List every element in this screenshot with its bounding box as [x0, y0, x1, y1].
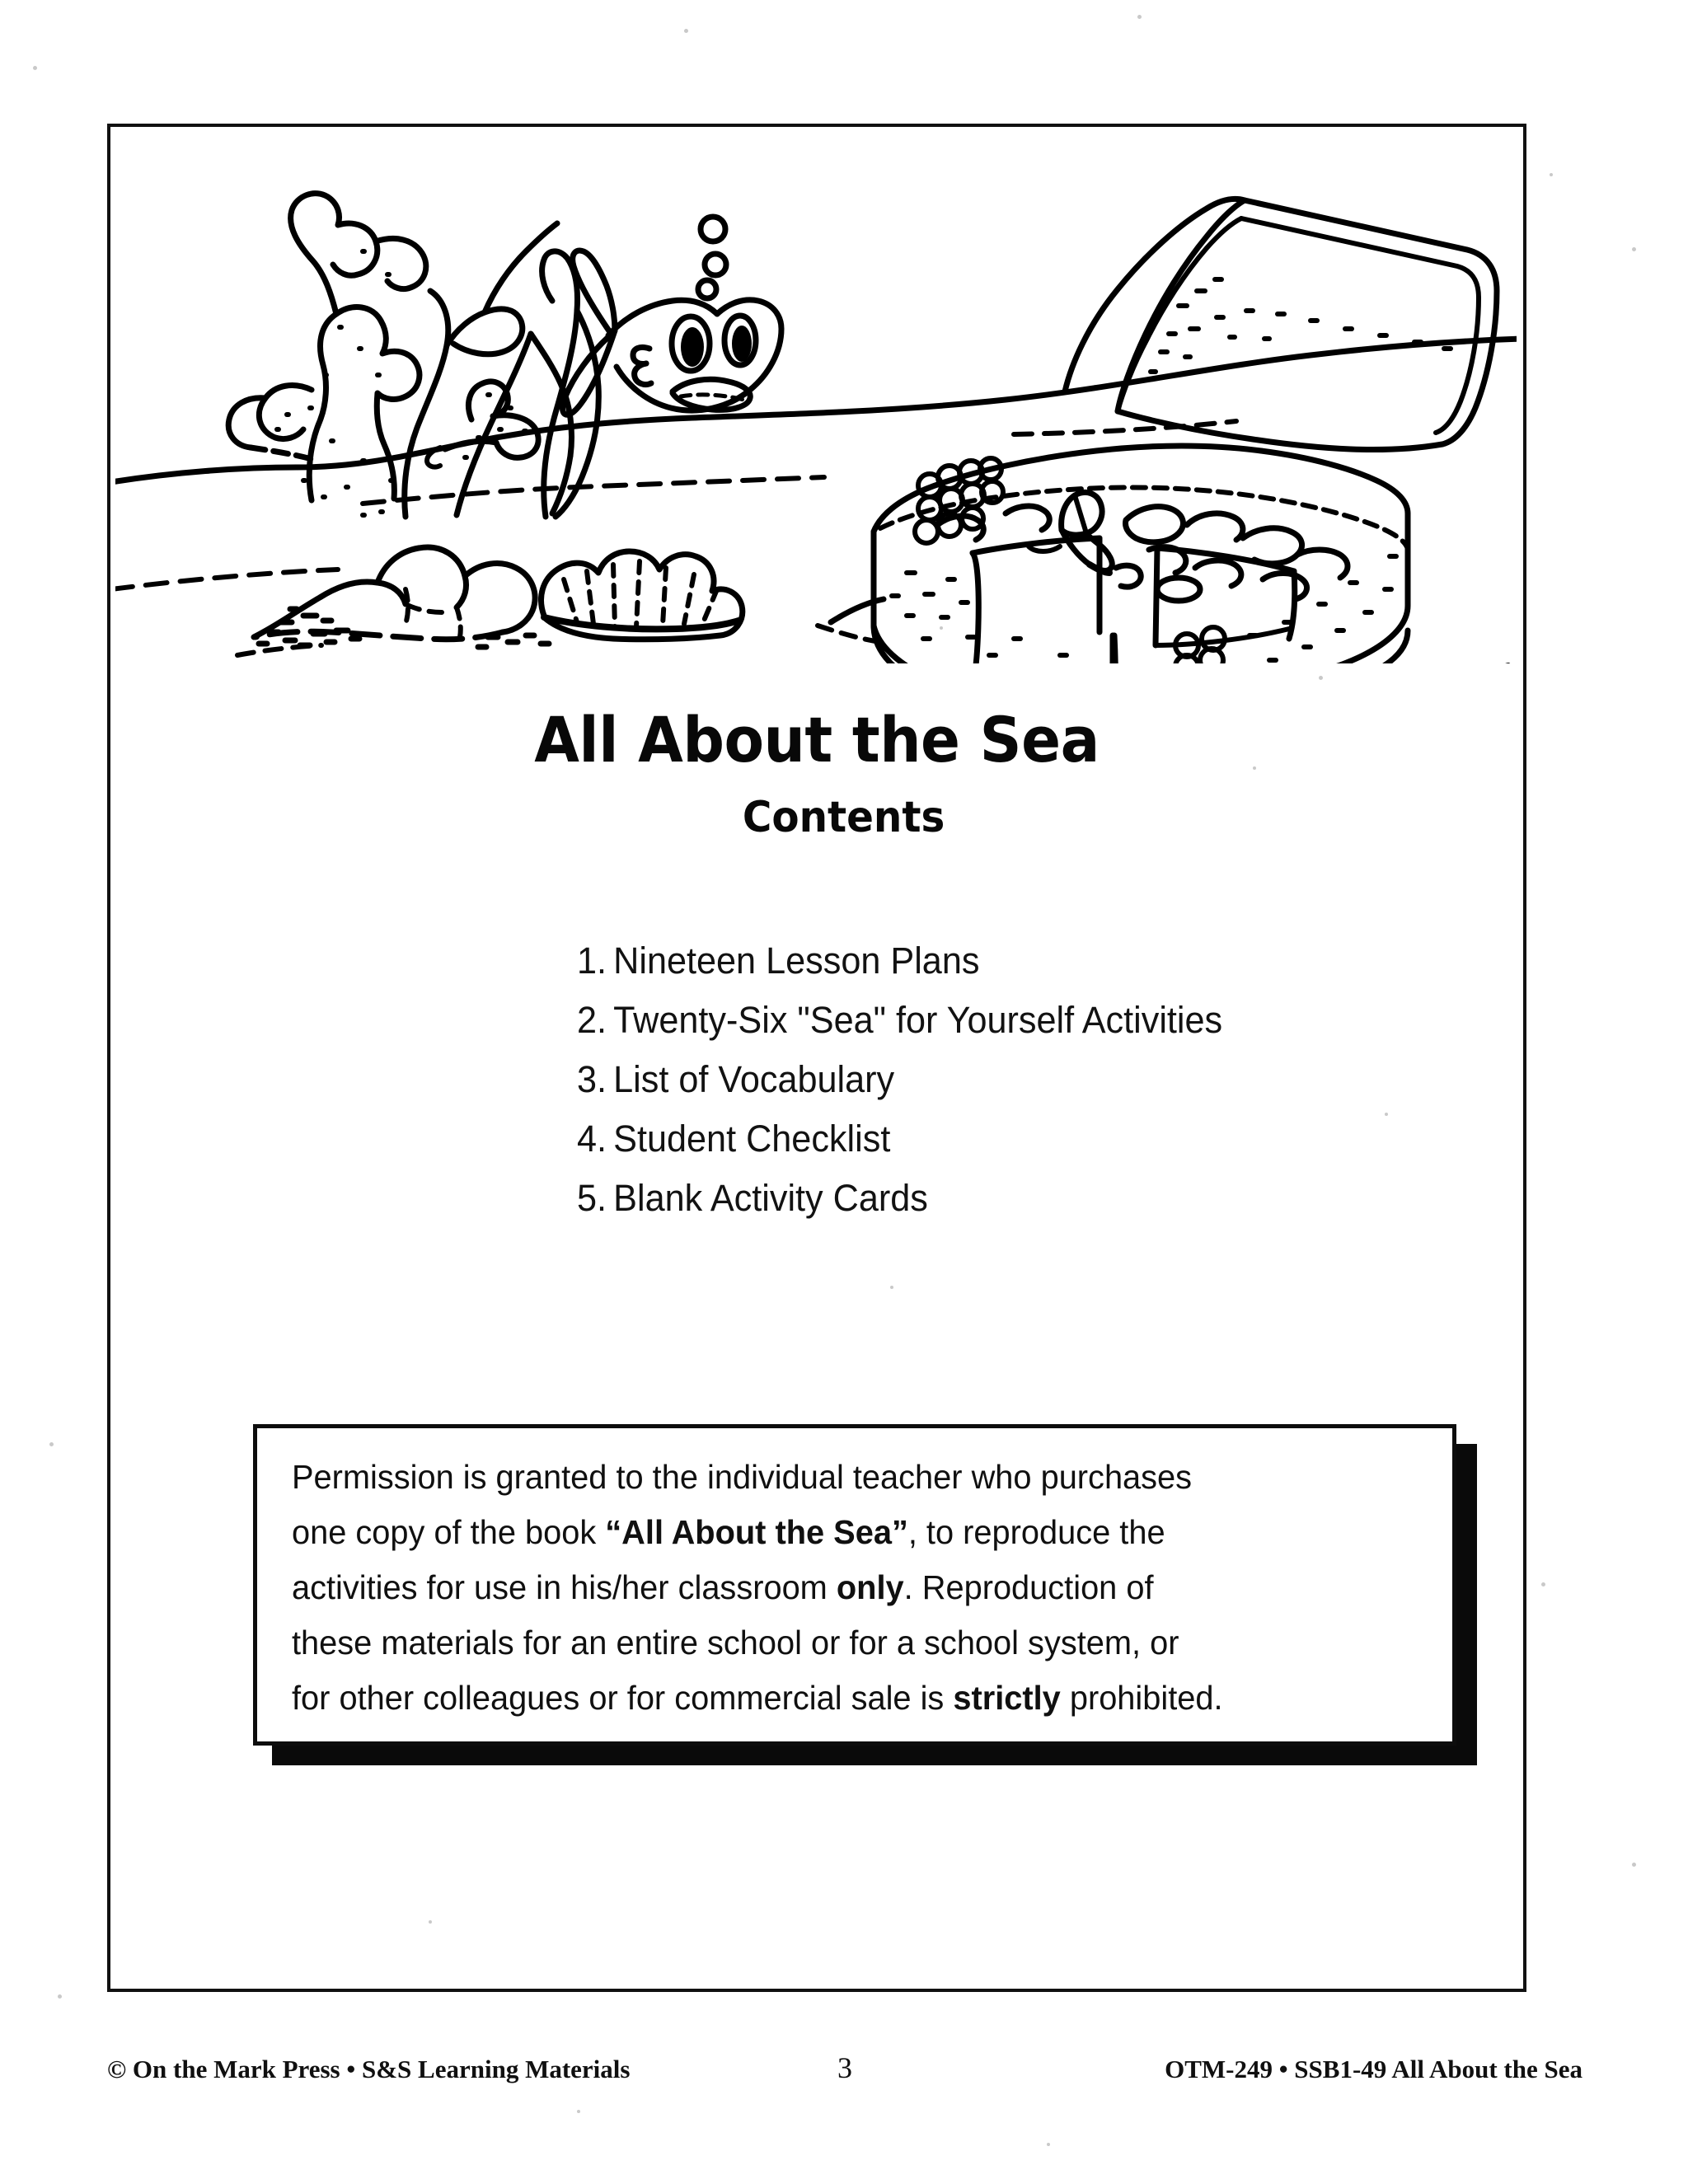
list-item-label: Twenty-Six "Sea" for Yourself Activities: [613, 999, 1223, 1041]
permission-line-1: Permission is granted to the individual teacher who purchases: [292, 1458, 1193, 1496]
permission-notice-box: [253, 1424, 1456, 1746]
contents-list: [577, 931, 1484, 1228]
list-item: [577, 1169, 1447, 1228]
list-item-number: 5.: [577, 1177, 607, 1219]
permission-line-5: for other colleagues or for commercial sale is strictly prohibited.: [292, 1679, 1223, 1717]
list-item-label: Student Checklist: [613, 1118, 891, 1160]
footer-copyright: © On the Mark Press • S&S Learning Materials: [107, 2055, 631, 2083]
page-title: All About the Sea: [534, 703, 1100, 776]
list-item: [577, 931, 1447, 991]
list-item-number: 1.: [577, 940, 607, 982]
permission-notice-text: [292, 1450, 1403, 1726]
page-footer: [107, 2050, 1582, 2085]
strictly-emphasis: strictly: [953, 1679, 1061, 1717]
title-block: [107, 703, 1526, 842]
list-item-number: 4.: [577, 1118, 607, 1160]
permission-line-3: activities for use in his/her classroom only. Reproduction of: [292, 1568, 1154, 1606]
only-emphasis: only: [836, 1568, 904, 1606]
list-item-label: Blank Activity Cards: [613, 1177, 928, 1219]
book-title-emphasis: “All About the Sea”: [605, 1513, 908, 1551]
permission-line-2: one copy of the book “All About the Sea”, to reproduce the: [292, 1513, 1165, 1551]
list-item: [577, 1109, 1447, 1169]
list-item: [577, 991, 1447, 1050]
list-item-label: Nineteen Lesson Plans: [613, 940, 980, 982]
list-item: [577, 1050, 1447, 1109]
footer-page-number: 3: [837, 2051, 852, 2084]
footer-product-code: OTM-249 • SSB1-49 All About the Sea: [1165, 2055, 1582, 2083]
contents-heading: Contents: [742, 793, 945, 842]
list-item-label: List of Vocabulary: [613, 1058, 895, 1100]
list-item-number: 2.: [577, 999, 607, 1041]
list-item-number: 3.: [577, 1058, 607, 1100]
permission-line-4: these materials for an entire school or for a school system, or: [292, 1624, 1179, 1661]
